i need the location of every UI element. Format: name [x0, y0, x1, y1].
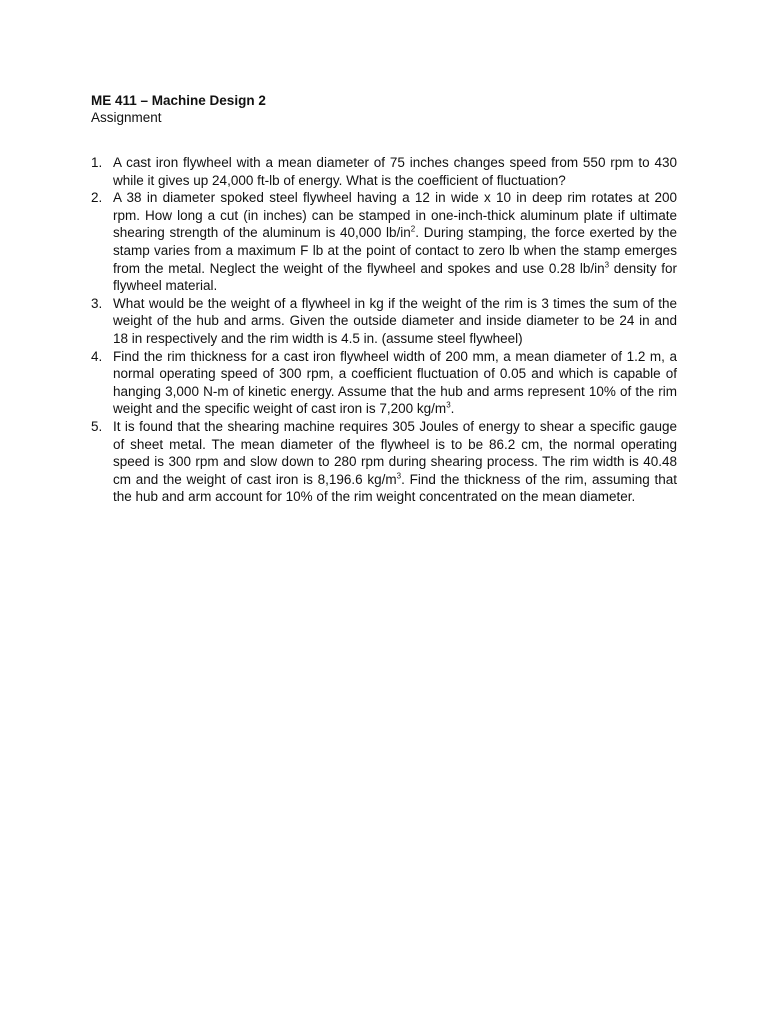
problem-number: 2.	[91, 190, 103, 206]
superscript-cubed: 3	[396, 471, 402, 481]
problem-5	[91, 418, 677, 506]
problem-text-segment: A 38 in diameter spoked steel flywheel having a 12 in wide x 10 in deep rim rotates at 200 rpm. How long a cut (in inches) can be stamped in one-inch-thick aluminum plate if ultimate shearing strength of the aluminum is 40,000 lb/in	[113, 190, 677, 241]
problem-2	[91, 189, 677, 295]
course-title: ME 411 – Machine Design 2	[91, 93, 266, 108]
problem-text	[113, 418, 677, 506]
problem-text-segment: It is found that the shearing machine requires 305 Joules of energy to shear a specific gauge of sheet metal. The mean diameter of the flywheel is to be 86.2 cm, the normal operating speed is 300 rpm and slow down to 280 rpm during shearing process. The rim width is 40.48 cm and the weight of cast iron is 8,196.6 kg/m	[113, 418, 677, 487]
document-type: Assignment	[91, 110, 162, 125]
problem-3	[91, 295, 677, 348]
problem-text-segment: . Find the thickness of the rim, assuming that the hub and arm account for 10% of the rim weight concentrated on the mean diameter.	[113, 471, 678, 505]
problem-text	[113, 189, 677, 295]
problem-text	[113, 154, 677, 189]
problem-number: 4.	[91, 348, 103, 364]
problem-number: 1.	[91, 155, 103, 170]
superscript-cubed: 3	[604, 260, 610, 270]
superscript-cubed: 3	[446, 400, 451, 410]
superscript-squared: 2	[410, 224, 416, 234]
problem-text	[113, 348, 677, 418]
problem-text-segment: A cast iron flywheel with a mean diameter of 75 inches changes speed from 550 rpm to 430 while it gives up 24,000 ft-lb of energy. What is the coefficient of fluctuation?	[113, 155, 677, 188]
problem-text-segment: .	[450, 401, 455, 417]
problem-list	[91, 154, 677, 506]
problem-1	[91, 154, 677, 189]
problem-text-segment: What would be the weight of a flywheel in kg if the weight of the rim is 3 times the sum of the weight of the hub and arms. Given the outside diameter and inside diameter to be 24 in and 18 in respectively and the rim width is 4.5 in. (assume steel flywheel)	[113, 295, 677, 346]
problem-4	[91, 348, 677, 418]
problem-text	[113, 295, 677, 348]
problem-number: 3.	[91, 295, 103, 311]
document-header	[91, 92, 681, 126]
problem-text-segment: . During stamping, the force exerted by the stamp varies from a maximum F lb at the point of contact to zero lb when the stamp emerges from the metal. Neglect the weight of the flywheel and spokes and use 0.28 lb/in	[113, 225, 677, 276]
problem-number: 5.	[91, 418, 103, 434]
problem-text-segment: density for flywheel material.	[113, 260, 678, 294]
problem-text-segment: Find the rim thickness for a cast iron flywheel width of 200 mm, a mean diameter of 1.2 m, a normal operating speed of 300 rpm, a coefficient fluctuation of 0.05 and which is capable of hanging 3,000 N-m of kinetic energy. Assume that the hub and arms represent 10% of the rim weight and the specific weight of cast iron is 7,200 kg/m	[113, 348, 677, 417]
